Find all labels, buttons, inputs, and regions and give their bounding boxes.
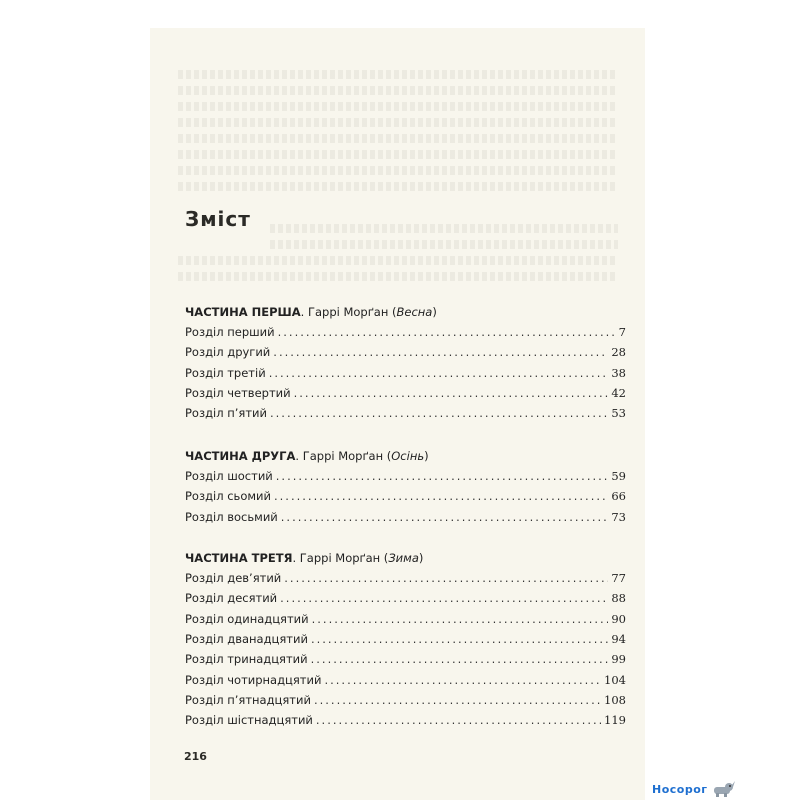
chapter-page-number: 28 [611, 345, 626, 360]
part-heading [185, 305, 437, 319]
dot-leader [269, 366, 609, 380]
part-heading [185, 449, 429, 463]
chapter-page-number: 108 [604, 692, 626, 707]
chapter-title: Розділ четвертий [185, 385, 291, 400]
toc-entry [185, 469, 626, 489]
toc-entry [185, 713, 626, 733]
chapter-title: Розділ дванадцятий [185, 631, 308, 646]
part-author: . Гаррі Морґан ( [295, 449, 392, 463]
page-number: 216 [184, 750, 207, 763]
chapter-title: Розділ п’ятий [185, 406, 267, 421]
toc-entry [185, 693, 626, 713]
toc-entry [185, 612, 626, 632]
chapter-title: Розділ чотирнадцятий [185, 672, 322, 687]
part-close-paren: ) [418, 551, 424, 565]
toc-entry [185, 366, 626, 386]
chapter-page-number: 77 [611, 571, 626, 585]
chapter-title: Розділ шостий [185, 469, 273, 483]
dot-leader [278, 325, 616, 339]
chapter-title: Розділ десятий [185, 591, 278, 606]
chapter-title: Розділ тринадцятий [185, 652, 308, 667]
dot-leader [280, 591, 608, 605]
chapter-page-number: 66 [611, 489, 626, 504]
toc-entry [185, 571, 626, 591]
dot-leader [294, 386, 609, 400]
dot-leader [281, 510, 609, 524]
chapter-page-number: 99 [611, 652, 626, 667]
dot-leader [270, 406, 608, 420]
watermark [652, 780, 735, 798]
dot-leader [312, 612, 609, 626]
part-season: Осінь [391, 449, 425, 463]
toc-title: Зміст [185, 207, 251, 231]
dot-leader [311, 652, 609, 666]
part-heading [185, 551, 423, 565]
toc-entry [185, 406, 626, 426]
chapter-page-number: 119 [604, 713, 626, 728]
chapter-title: Розділ третій [185, 365, 266, 380]
chapter-page-number: 94 [611, 631, 626, 646]
part-close-paren: ) [424, 449, 429, 463]
chapter-page-number: 38 [611, 365, 626, 380]
part-author: . Гаррі Морґан ( [300, 305, 397, 319]
toc-entry [185, 325, 626, 345]
part-season: Весна [396, 305, 433, 319]
toc-entry [185, 489, 626, 509]
chapter-page-number: 73 [611, 509, 626, 524]
part-label: ЧАСТИНА ДРУГА [185, 449, 296, 463]
part-label: ЧАСТИНА ТРЕТЯ [185, 551, 293, 565]
toc-entry [185, 345, 626, 365]
chapter-page-number: 90 [611, 611, 626, 626]
chapter-page-number: 59 [611, 469, 626, 483]
toc-entry [185, 591, 626, 611]
dot-leader [274, 489, 608, 503]
watermark-text: Носорог [652, 782, 708, 796]
dot-leader [273, 345, 608, 359]
chapter-page-number: 7 [618, 325, 626, 339]
part-label: ЧАСТИНА ПЕРША [185, 305, 301, 319]
chapter-title: Розділ одинадцятий [185, 611, 309, 626]
dot-leader [324, 673, 601, 687]
chapter-title: Розділ п’ятнадцятий [185, 692, 311, 707]
toc-entry [185, 386, 626, 406]
chapter-page-number: 42 [611, 385, 626, 400]
chapter-title: Розділ сьомий [185, 489, 271, 504]
dot-leader [276, 469, 609, 483]
chapter-title: Розділ восьмий [185, 509, 278, 524]
rhino-icon [711, 780, 735, 798]
chapter-page-number: 104 [604, 672, 626, 687]
chapter-title: Розділ другий [185, 345, 271, 360]
dot-leader [314, 693, 601, 707]
chapter-page-number: 88 [611, 591, 626, 606]
toc-entry [185, 510, 626, 530]
chapter-title: Розділ перший [185, 325, 275, 339]
dot-leader [316, 713, 601, 727]
toc-entry [185, 673, 626, 693]
toc-entry [185, 652, 626, 672]
dot-leader [284, 571, 608, 585]
part-season: Зима [388, 551, 419, 565]
toc-entry [185, 632, 626, 652]
part-author: . Гаррі Морґан ( [292, 551, 389, 565]
dot-leader [311, 632, 608, 646]
chapter-page-number: 53 [611, 406, 626, 421]
chapter-title: Розділ шістнадцятий [185, 713, 313, 728]
book-page [150, 28, 645, 800]
part-close-paren: ) [432, 305, 437, 319]
chapter-title: Розділ дев’ятий [185, 571, 282, 585]
